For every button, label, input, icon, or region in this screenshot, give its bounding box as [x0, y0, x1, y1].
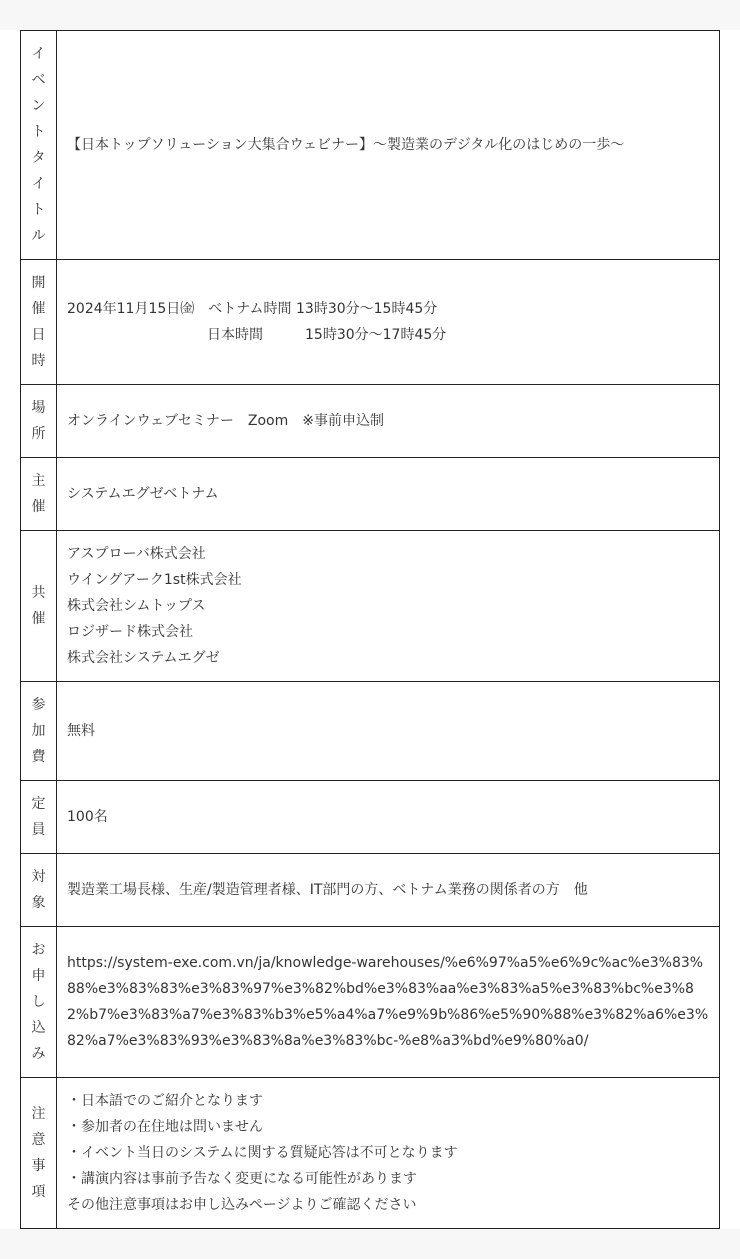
event-info-table	[20, 30, 720, 1229]
label-char: 催	[31, 611, 46, 627]
row-co-organizers	[21, 531, 720, 682]
label-char: 主	[31, 473, 46, 489]
label-capacity	[21, 781, 57, 854]
label-notes	[21, 1078, 57, 1229]
label-target	[21, 854, 57, 927]
label-application	[21, 927, 57, 1078]
page-canvas	[0, 30, 740, 1229]
value-event-title	[57, 31, 720, 260]
vertical-label-text	[21, 395, 56, 447]
value-application	[57, 927, 720, 1078]
row-capacity	[21, 781, 720, 854]
vertical-label-text	[21, 468, 56, 520]
vertical-label-text	[21, 41, 56, 249]
note-item: ・日本語でのご紹介となります	[67, 1093, 263, 1109]
label-char: お	[31, 942, 46, 958]
label-char: 日	[31, 327, 46, 343]
row-application	[21, 927, 720, 1078]
label-char: 対	[31, 869, 46, 885]
label-char: 参	[31, 697, 46, 713]
label-datetime	[21, 260, 57, 385]
application-link[interactable]: https://system-exe.com.vn/ja/knowledge-warehouses/%e6%97%a5%e6%9c%ac%e3%83%88%e3%83%83%e3%83%97%e3%82%bd%e3%83%aa%e3%83%a5%e3%83%bc%e3%82%b7%e3%83%a7%e3%83%b3%e5%a4%a7%e9%9b%86%e5%90%88%e3%82%a6%e3%82%a7%e3%83%93%e3%83%8a%e3%83%bc-%e8%a3%bd%e9%80%a0/	[67, 955, 709, 1049]
label-char: 所	[31, 426, 46, 442]
note-item: ・講演内容は事前予告なく変更になる可能性があります	[67, 1171, 417, 1187]
label-char: ベ	[31, 72, 46, 88]
vertical-label-text	[21, 270, 56, 374]
label-char: 費	[31, 749, 46, 765]
vertical-label-text	[21, 791, 56, 843]
label-char: 共	[31, 585, 46, 601]
label-event-title	[21, 31, 57, 260]
value-target	[57, 854, 720, 927]
value-fee	[57, 682, 720, 781]
label-char: ン	[31, 98, 46, 114]
row-target	[21, 854, 720, 927]
label-char: 込	[31, 1020, 46, 1036]
vertical-label-text	[21, 1101, 56, 1205]
note-item: その他注意事項はお申し込みページよりご確認ください	[67, 1197, 417, 1213]
co-organizer-item: アスプローバ株式会社	[67, 546, 206, 562]
row-fee	[21, 682, 720, 781]
location-text: オンラインウェブセミナー Zoom ※事前申込制	[67, 413, 384, 429]
label-char: 注	[31, 1106, 46, 1122]
capacity-text: 100名	[67, 809, 108, 825]
label-organizer	[21, 458, 57, 531]
label-char: し	[31, 994, 46, 1010]
value-capacity	[57, 781, 720, 854]
value-location	[57, 385, 720, 458]
label-char: 時	[31, 353, 46, 369]
label-char: イ	[31, 176, 46, 192]
label-char: タ	[31, 150, 46, 166]
label-location	[21, 385, 57, 458]
datetime-japan: 日本時間 15時30分～17時45分	[67, 327, 447, 343]
label-char: 申	[31, 968, 46, 984]
label-char: み	[31, 1046, 46, 1062]
label-char: 員	[31, 822, 46, 838]
vertical-label-text	[21, 937, 56, 1067]
label-char: 催	[31, 499, 46, 515]
datetime-vietnam: 2024年11月15日㈮ ベトナム時間 13時30分～15時45分	[67, 301, 438, 317]
label-fee	[21, 682, 57, 781]
row-event-title	[21, 31, 720, 260]
value-co-organizers	[57, 531, 720, 682]
event-title-text: 【日本トップソリューション大集合ウェビナー】～製造業のデジタル化のはじめの一歩～	[67, 137, 625, 153]
co-organizer-item: ロジザード株式会社	[67, 624, 193, 640]
row-datetime	[21, 260, 720, 385]
value-datetime	[57, 260, 720, 385]
vertical-label-text	[21, 580, 56, 632]
note-item: ・参加者の在住地は問いません	[67, 1119, 263, 1135]
label-char: ト	[31, 124, 46, 140]
row-notes	[21, 1078, 720, 1229]
label-char: 項	[31, 1184, 46, 1200]
label-char: イ	[31, 46, 46, 62]
label-char: ル	[31, 228, 46, 244]
value-notes	[57, 1078, 720, 1229]
co-organizer-item: 株式会社システムエグゼ	[67, 650, 220, 666]
label-char: 開	[31, 275, 46, 291]
row-organizer	[21, 458, 720, 531]
vertical-label-text	[21, 864, 56, 916]
organizer-text: システムエグゼベトナム	[67, 486, 219, 502]
label-char: 定	[31, 796, 46, 812]
label-char: 事	[31, 1158, 46, 1174]
label-char: 場	[31, 400, 46, 416]
label-char: ト	[31, 202, 46, 218]
note-item: ・イベント当日のシステムに関する質疑応答は不可となります	[67, 1145, 458, 1161]
fee-text: 無料	[67, 723, 95, 739]
label-char: 意	[31, 1132, 46, 1148]
label-co-organizers	[21, 531, 57, 682]
label-char: 加	[31, 723, 46, 739]
label-char: 催	[31, 301, 46, 317]
co-organizer-item: 株式会社シムトップス	[67, 598, 206, 614]
value-organizer	[57, 458, 720, 531]
target-text: 製造業工場長様、生産/製造管理者様、IT部門の方、ベトナム業務の関係者の方 他	[67, 882, 588, 898]
vertical-label-text	[21, 692, 56, 770]
row-location	[21, 385, 720, 458]
co-organizer-item: ウイングアーク1st株式会社	[67, 572, 242, 588]
label-char: 象	[31, 895, 46, 911]
